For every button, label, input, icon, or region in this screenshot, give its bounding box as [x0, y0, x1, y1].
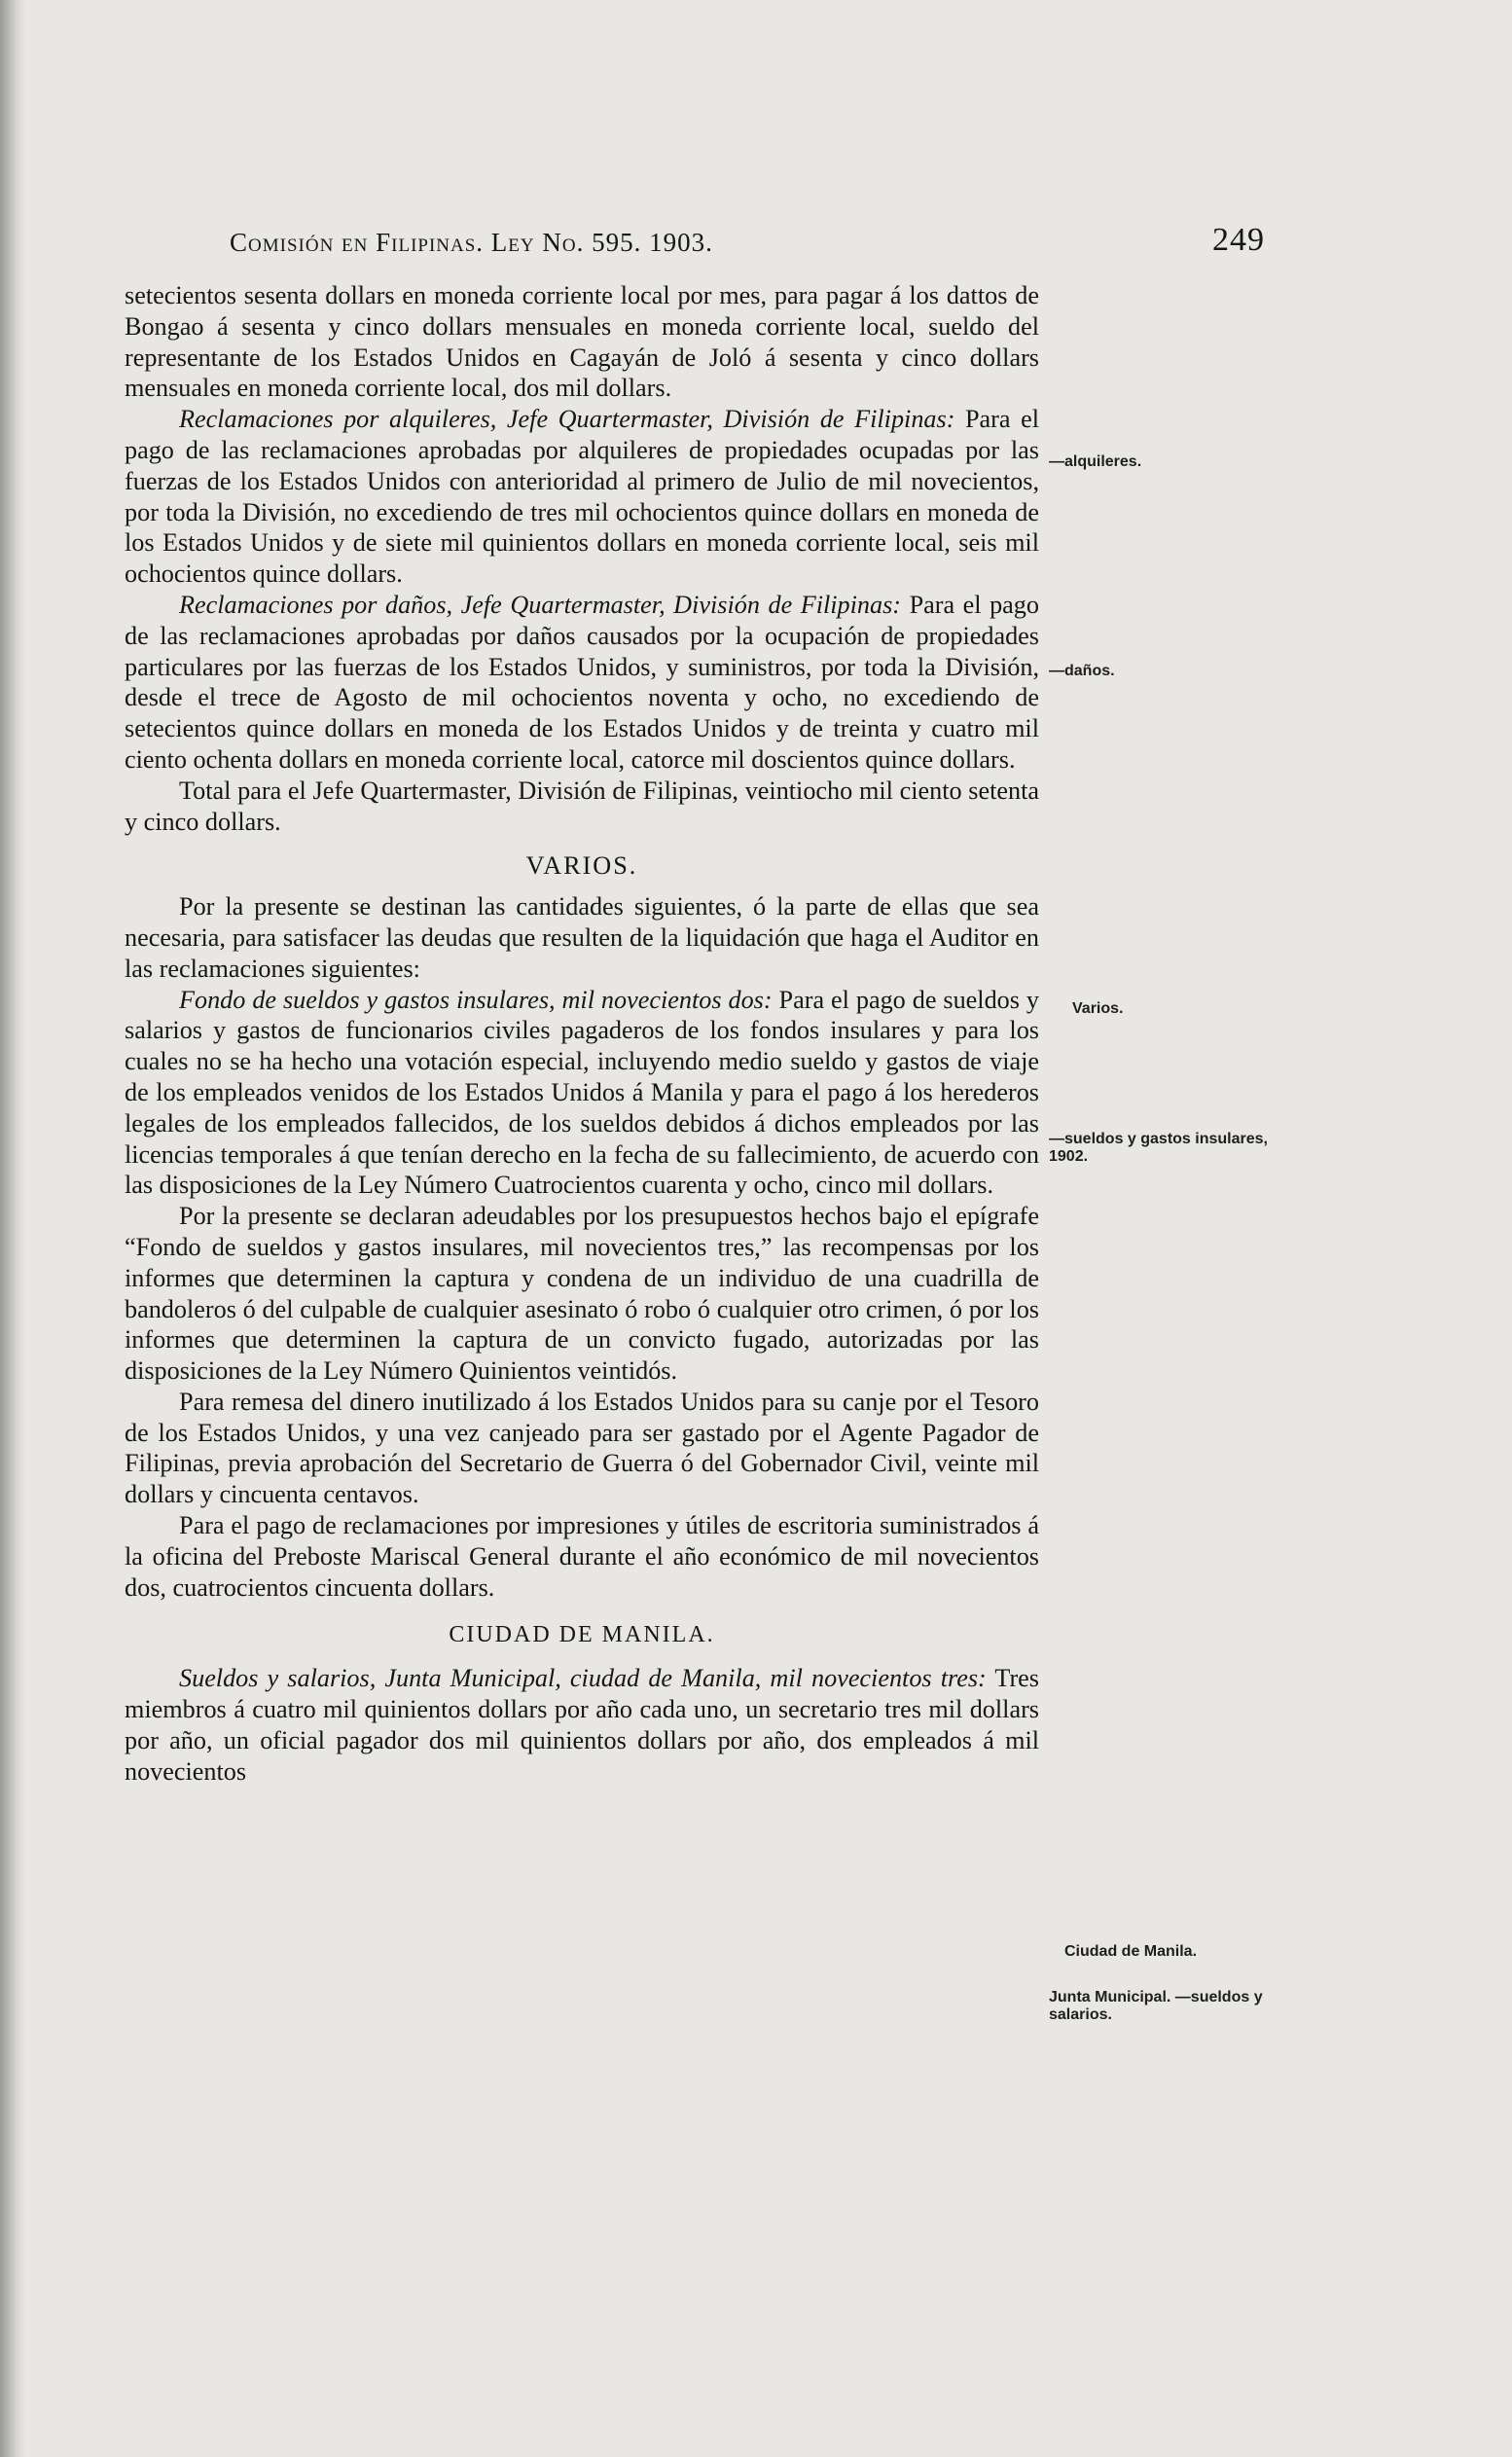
page-header [230, 222, 1265, 271]
paragraph: Total para el Jefe Quartermaster, División de Filipinas, veintiocho mil ciento setenta y cinco dollars. [125, 776, 1039, 836]
running-head: Comisión en Filipinas. Ley No. 595. 1903. [230, 228, 713, 257]
paragraph [125, 404, 1039, 590]
paragraph: setecientos sesenta dollars en moneda corriente local por mes, para pagar á los dattos de Bongao á sesenta y cinco dollars mensuales en moneda corriente local, sueldo del representante de los Estados Unidos en Cagayán de Joló á sesenta y cinco dollars mensuales en moneda corriente local, dos mil dollars. [125, 281, 1039, 403]
paragraph: Para remesa del dinero inutilizado á los Estados Unidos para su canje por el Tesoro de los Estados Unidos, y una vez canjeado para ser gastado por el Agente Pagador de Filipinas, previa aprobación del Secretario de Guerra ó del Gobernador Civil, veinte mil dollars y cincuenta centavos. [125, 1387, 1039, 1509]
paragraph-text: Para el pago de sueldos y salarios y gastos de funcionarios civiles pagaderos de los fondos insulares y para los cuales no se ha hecho una votación especial, incluyendo medio sueldo y gastos de viaje de los empleados venidos de los Estados Unidos á Manila y para el pago á los herederos legales de los empleados fallecidos, de los sueldos debidos á dichos empleados por las licencias temporales á que tenían derecho en la fecha de su fallecimiento, de acuerdo con las disposiciones de la Ley Número Cuatrocientos cuarenta y ocho, cinco mil dollars. [125, 985, 1039, 1200]
paragraph [125, 985, 1039, 1202]
paragraph: Por la presente se declaran adeudables por los presupuestos hechos bajo el epígrafe “Fondo de sueldos y gastos insulares, mil novecientos tres,” las recompensas por los informes que determinen la captura y condena de un individuo de una cuadrilla de bandoleros ó del culpable de cualquier asesinato ó robo ó cualquier otro crimen, ó por los informes que determinen la captura de un convicto fugado, autorizadas por las disposiciones de la Ley Número Quinientos veintidós. [125, 1202, 1039, 1386]
paragraph-lead: Fondo de sueldos y gastos insulares, mil novecientos dos: [179, 985, 773, 1014]
paragraph-lead: Reclamaciones por daños, Jefe Quartermaster, División de Filipinas: [179, 590, 902, 619]
scan-edge-shadow [0, 0, 25, 2457]
page-number: 249 [1212, 222, 1265, 258]
margin-note: Junta Municipal. —sueldos y salarios. [1049, 1989, 1263, 2023]
paragraph: Para el pago de reclamaciones por impresiones y útiles de escritoria suministrados á la oficina del Preboste Mariscal General durante el año económico de mil novecientos dos, cuatrocientos cincuenta dollars. [125, 1511, 1039, 1602]
margin-note: —daños. [1049, 663, 1115, 679]
paragraph-text: Para el pago de las reclamaciones aprobadas por daños causados por la ocupación de propiedades particulares por las fuerzas de los Estados Unidos, y suministros, por toda la División, desde el trece de Agosto de mil ochocientos noventa y ocho, no excediendo de setecientos quince dollars en moneda de los Estados Unidos y de treinta y cuatro mil ciento ochenta dollars en moneda corriente local, catorce mil doscientos quince dollars. [125, 590, 1039, 774]
section-heading-ciudad: CIUDAD DE MANILA. [449, 1622, 715, 1648]
paragraph-text: Tres miembros á cuatro mil quinientos dollars por año cada uno, un secretario tres mil dollars por año, un oficial pagador dos mil quinientos dollars por año, dos empleados á mil novecientos [125, 1664, 1039, 1786]
paragraph [125, 590, 1039, 776]
paragraph: Por la presente se destinan las cantidades siguientes, ó la parte de ellas que sea necesaria, para satisfacer las deudas que resulten de la liquidación que haga el Auditor en las reclamaciones siguientes: [125, 892, 1039, 983]
margin-note: Varios. [1072, 1000, 1124, 1017]
section-heading-varios: VARIOS. [525, 851, 638, 881]
margin-note: —sueldos y gastos insulares, 1902. [1049, 1131, 1268, 1165]
body-text [125, 280, 1039, 1787]
paragraph-lead: Sueldos y salarios, Junta Municipal, ciudad de Manila, mil novecientos tres: [179, 1664, 987, 1693]
paragraph [125, 1663, 1039, 1787]
margin-note: —alquileres. [1049, 453, 1142, 470]
paragraph-lead: Reclamaciones por alquileres, Jefe Quartermaster, División de Filipinas: [179, 405, 955, 434]
margin-note: Ciudad de Manila. [1064, 1943, 1198, 1960]
paragraph-text: Para el pago de las reclamaciones aprobadas por alquileres de propiedades ocupadas por las fuerzas de los Estados Unidos con anterioridad al primero de Julio de mil novecientos, por toda la División, no excediendo de tres mil ochocientos quince dollars en moneda de los Estados Unidos y de siete mil quinientos dollars en moneda corriente local, seis mil ochocientos quince dollars. [125, 405, 1039, 589]
